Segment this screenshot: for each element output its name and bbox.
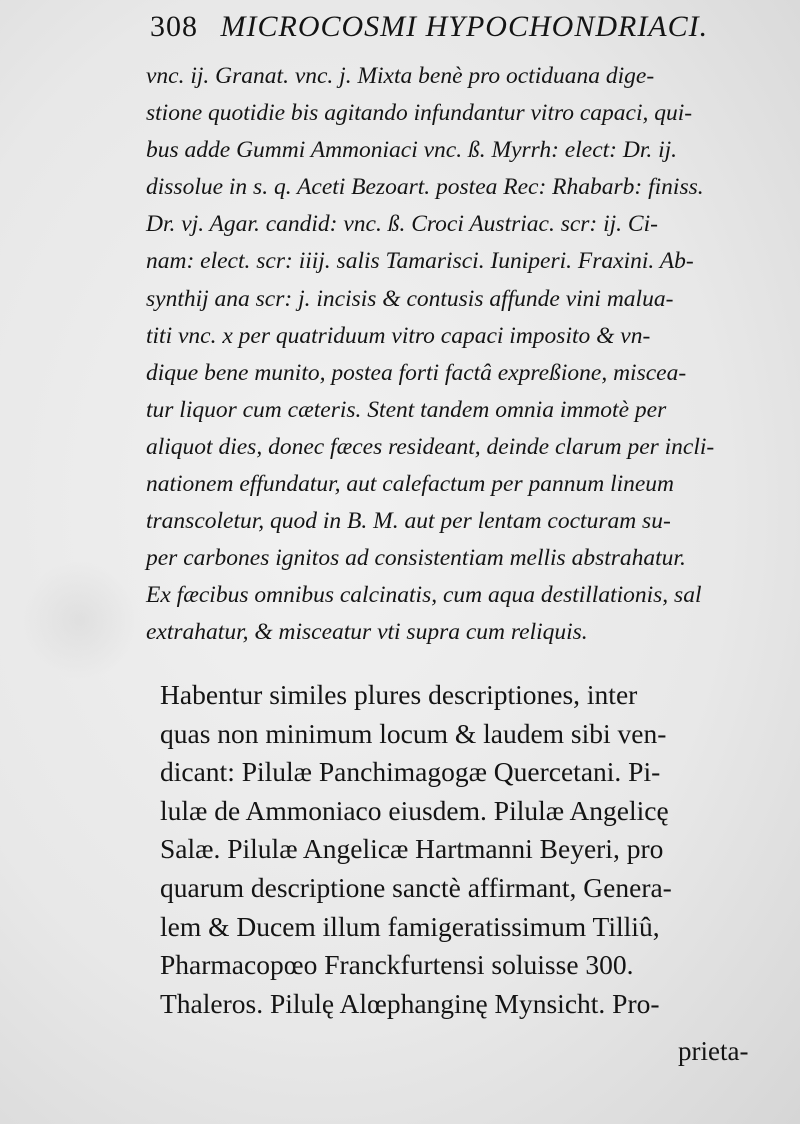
running-head: MICROCOSMI HYPOCHONDRIACI. <box>220 10 709 43</box>
text-line: stione quotidie bis agitando infundantur vitro capaci, qui- <box>146 100 693 127</box>
ink-bleed-stain <box>20 560 140 680</box>
text-line: quas non minimum locum & laudem sibi ven- <box>160 717 667 749</box>
text-line: Habentur similes plures descriptiones, inter <box>160 679 638 710</box>
text-line: aliquot dies, donec fæces resideant, deinde clarum per incli- <box>146 433 715 460</box>
body-paragraph-roman <box>160 676 786 1023</box>
text-line: dissolue in s. q. Aceti Bezoart. postea Rec: Rhabarb: finiss. <box>146 174 704 201</box>
text-line: per carbones ignitos ad consistentiam mellis abstrahatur. <box>146 545 686 572</box>
text-line: dicant: Pilulæ Panchimagogæ Quercetani. Pi- <box>160 756 661 788</box>
text-line: synthij ana scr: j. incisis & contusis affunde vini malua- <box>146 285 674 312</box>
text-line: vnc. ij. Granat. vnc. j. Mixta benè pro octiduana dige- <box>146 63 655 89</box>
recipe-paragraph-italic <box>146 58 776 652</box>
text-line: nationem effundatur, aut calefactum per pannum lineum <box>146 471 675 498</box>
text-line: Ex fæcibus omnibus calcinatis, cum aqua destillationis, sal <box>146 582 702 609</box>
text-line: titi vnc. x per quatriduum vitro capaci imposito & vn- <box>146 322 651 349</box>
page-number: 308 <box>150 10 198 43</box>
text-line: quarum descriptione sanctè affirmant, Genera- <box>160 871 672 903</box>
text-line: dique bene munito, postea forti factâ expreßione, misceа- <box>146 359 687 386</box>
text-line: lulæ de Ammoniaco eiusdem. Pilulæ Angelicę <box>160 794 669 826</box>
text-line: extrahatur, & misceatur vti supra cum reliquis. <box>146 619 588 646</box>
text-line: Thaleros. Pilulę Alœphanginę Mynsicht. Pro- <box>160 987 660 1019</box>
catchword: prieta- <box>678 1036 749 1066</box>
text-line: lem & Ducem illum famigeratissimum Tilliû, <box>160 910 660 942</box>
text-line: Pharmacopœo Franckfurtensi soluisse 300. <box>160 949 634 981</box>
text-line: Dr. vj. Agar. candid: vnc. ß. Croci Austriac. scr: ij. Ci- <box>146 211 658 238</box>
text-line: nam: elect. scr: iiij. salis Tamarisci. Iuniperi. Fraxini. Ab- <box>146 248 694 275</box>
text-line: bus adde Gummi Ammoniaci vnc. ß. Myrrh: elect: Dr. ij. <box>146 137 678 164</box>
text-line: transcoletur, quod in B. M. aut per lentam cocturam su- <box>146 508 671 535</box>
text-line: Salæ. Pilulæ Angelicæ Hartmanni Beyeri, pro <box>160 833 664 865</box>
text-line: tur liquor cum cæteris. Stent tandem omnia immotè per <box>146 396 667 423</box>
page-header <box>150 10 770 44</box>
